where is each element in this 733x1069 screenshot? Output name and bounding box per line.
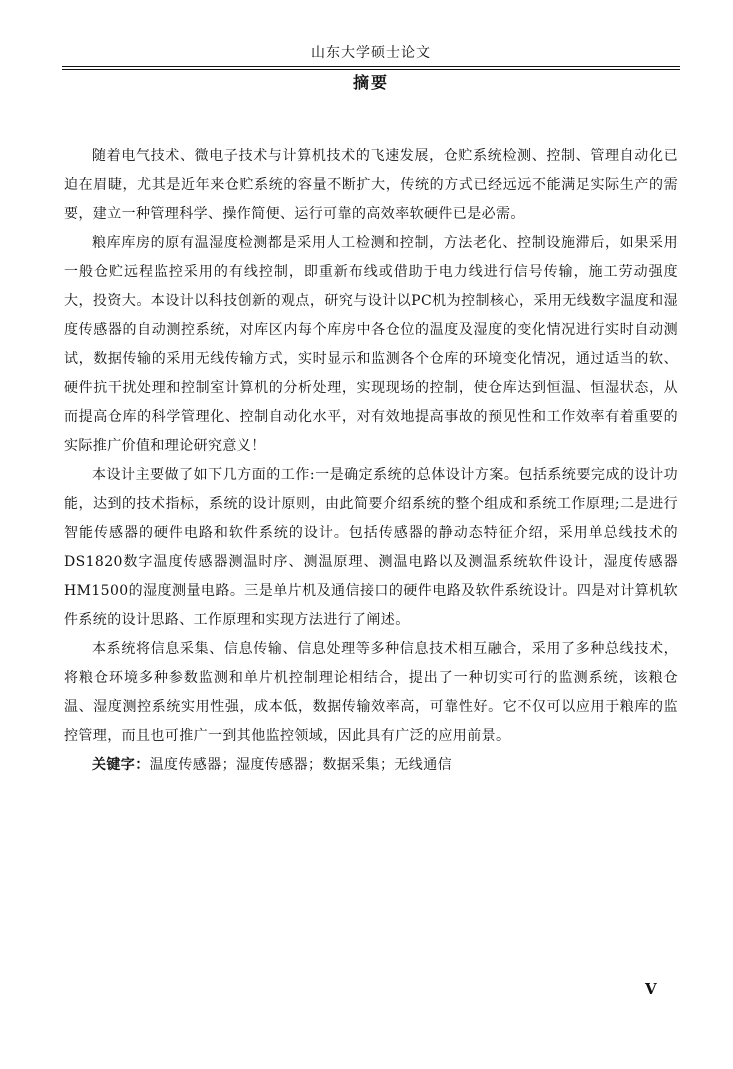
abstract-paragraph-1: 随着电气技术、微电子技术与计算机技术的飞速发展，仓贮系统检测、控制、管理自动化已迫在眉睫，尤其是近年来仓贮系统的容量不断扩大，传统的方式已经远远不能满足实际生产的需要，建立一种管理科学、操作简便、运行可靠的高效率软硬件已是必需。 — [64, 148, 678, 222]
abstract-paragraph-4: 本系统将信息采集、信息传输、信息处理等多种信息技术相互融合，采用了多种总线技术，将粮仓环境多种参数监测和单片机控制理论相结合，提出了一种切实可行的监测系统，该粮仓温、湿度测控系统实用性强，成本低，数据传输效率高，可靠性好。它不仅可以应用于粮库的监控管理，而且也可推广一到其他监控领域，因此具有广泛的应用前景。 — [64, 641, 678, 744]
header-rule — [62, 66, 680, 67]
running-header-title: 山东大学硕士论文 — [311, 45, 431, 61]
abstract-title: 摘要 — [352, 73, 389, 92]
header-rule-thin — [62, 69, 680, 70]
keywords-text: 温度传感器；湿度传感器；数据采集；无线通信 — [149, 757, 453, 773]
page-number: V — [645, 980, 657, 998]
abstract-paragraph-3: 本设计主要做了如下几方面的工作:一是确定系统的总体设计方案。包括系统要完成的设计功能，达到的技术指标，系统的设计原则，由此简要介绍系统的整个组成和系统工作原理;二是进行智能传感器的硬件电路和软件系统的设计。包括传感器的静动态特征介绍，采用单总线技术的DS1820数字温度传感器测温时序、测温原理、测温电路以及测温系统软件设计，湿度传感器HM1500的湿度测量电路。三是单片机及通信接口的硬件电路及软件系统设计。四是对计算机软件系统的设计思路、工作原理和实现方法进行了阐述。 — [64, 467, 678, 628]
keywords-label: 关键字： — [92, 757, 150, 773]
keywords-line — [64, 751, 678, 780]
abstract-body — [64, 142, 678, 780]
abstract-paragraph-2: 粮库库房的原有温湿度检测都是采用人工检测和控制，方法老化、控制设施滞后，如果采用一般仓贮远程监控采用的有线控制，即重新布线或借助于电力线进行信号传输，施工劳动强度大，投资大。本设计以科技创新的观点，研究与设计以PC机为控制核心，采用无线数字温度和湿度传感器的自动测控系统，对库区内每个库房中各仓位的温度及湿度的变化情况进行实时自动测试，数据传输的采用无线传输方式，实时显示和监测各个仓库的环境变化情况，通过适当的软、硬件抗干扰处理和控制室计算机的分析处理，实现现场的控制，使仓库达到恒温、恒湿状态，从而提高仓库的科学管理化、控制自动化水平，对有效地提高事故的预见性和工作效率有着重要的实际推广价值和理论研究意义！ — [64, 235, 678, 454]
